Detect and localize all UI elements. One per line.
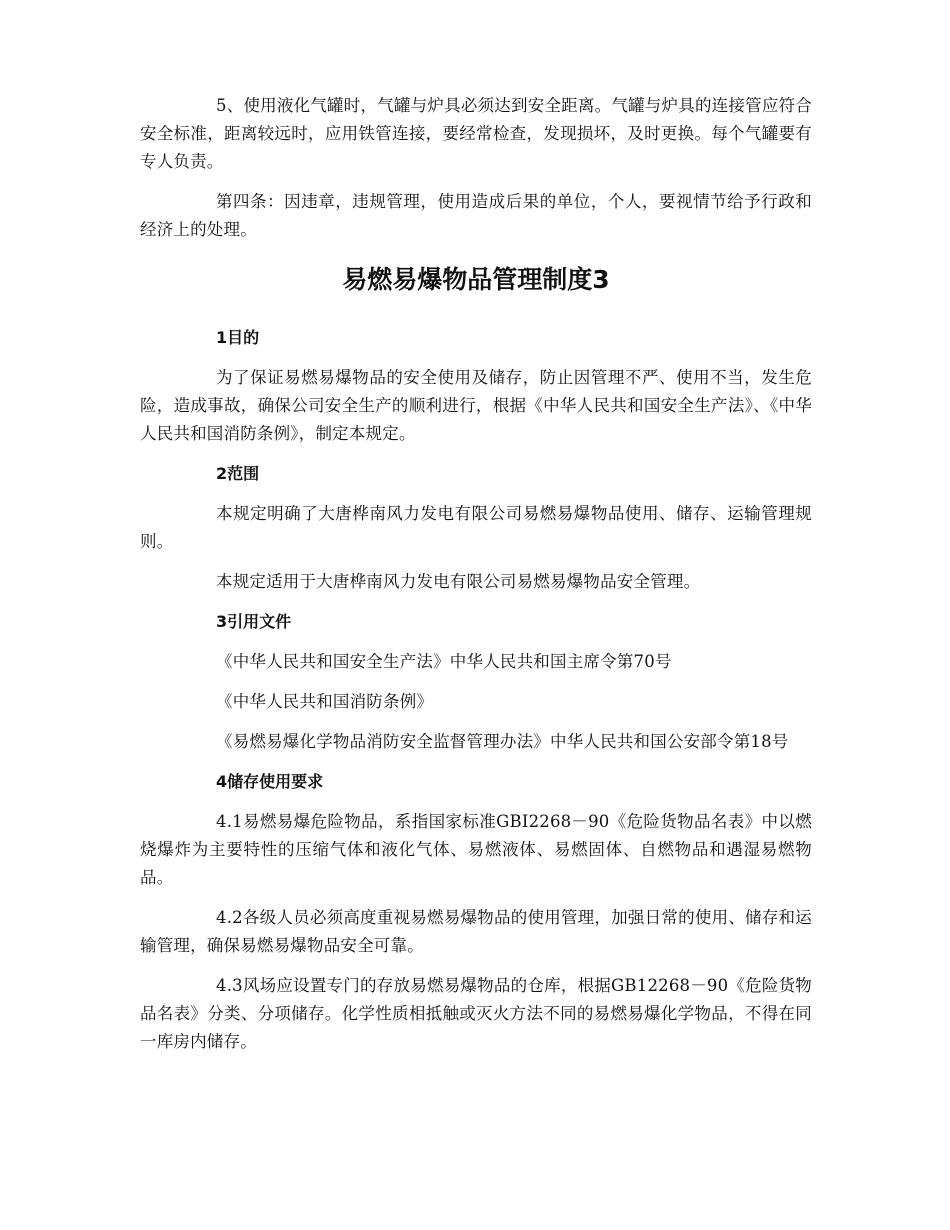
section-4-heading: 4储存使用要求 (216, 772, 324, 791)
document-page (140, 92, 812, 1068)
section-4-paragraph-1: 4.1易燃易爆危险物品，系指国家标准GBI2268－90《危险货物品名表》中以燃烧爆炸为主要特性的压缩气体和液化气体、易燃液体、易燃固体、自燃物品和遇湿易燃物品。 (140, 812, 812, 887)
section-3-reference-1: 《中华人民共和国安全生产法》中华人民共和国主席令第70号 (216, 652, 672, 671)
section-1-paragraph-1: 为了保证易燃易爆物品的安全使用及储存，防止因管理不严、使用不当，发生危险，造成事故，确保公司安全生产的顺利进行，根据《中华人民共和国安全生产法》、《中华人民共和国消防条例》，制定本规定。 (140, 368, 812, 443)
section-4-paragraph-2: 4.2各级人员必须高度重视易燃易爆物品的使用管理，加强日常的使用、储存和运输管理，确保易燃易爆物品安全可靠。 (140, 908, 812, 955)
section-3-reference-3: 《易燃易爆化学物品消防安全监督管理办法》中华人民共和国公安部令第18号 (216, 732, 789, 751)
section-3-heading: 3引用文件 (216, 612, 292, 631)
section-2-heading: 2范围 (216, 464, 260, 483)
section-3-reference-2: 《中华人民共和国消防条例》 (216, 692, 434, 711)
intro-paragraph-1: 5、使用液化气罐时，气罐与炉具必须达到安全距离。气罐与炉具的连接管应符合安全标准，距离较远时，应用铁管连接，要经常检查，发现损坏，及时更换。每个气罐要有专人负责。 (140, 96, 812, 171)
intro-paragraph-2: 第四条：因违章，违规管理，使用造成后果的单位，个人，要视情节给予行政和经济上的处理。 (140, 192, 812, 239)
section-2-paragraph-1: 本规定明确了大唐桦南风力发电有限公司易燃易爆物品使用、储存、运输管理规则。 (140, 504, 812, 551)
section-1-heading: 1目的 (216, 328, 260, 347)
section-4-paragraph-3: 4.3风场应设置专门的存放易燃易爆物品的仓库，根据GB12268－90《危险货物品名表》分类、分项储存。化学性质相抵触或灭火方法不同的易燃易爆化学物品，不得在同一库房内储存。 (140, 976, 812, 1051)
document-title: 易燃易爆物品管理制度3 (342, 265, 610, 294)
section-2-paragraph-2: 本规定适用于大唐桦南风力发电有限公司易燃易爆物品安全管理。 (216, 572, 701, 591)
